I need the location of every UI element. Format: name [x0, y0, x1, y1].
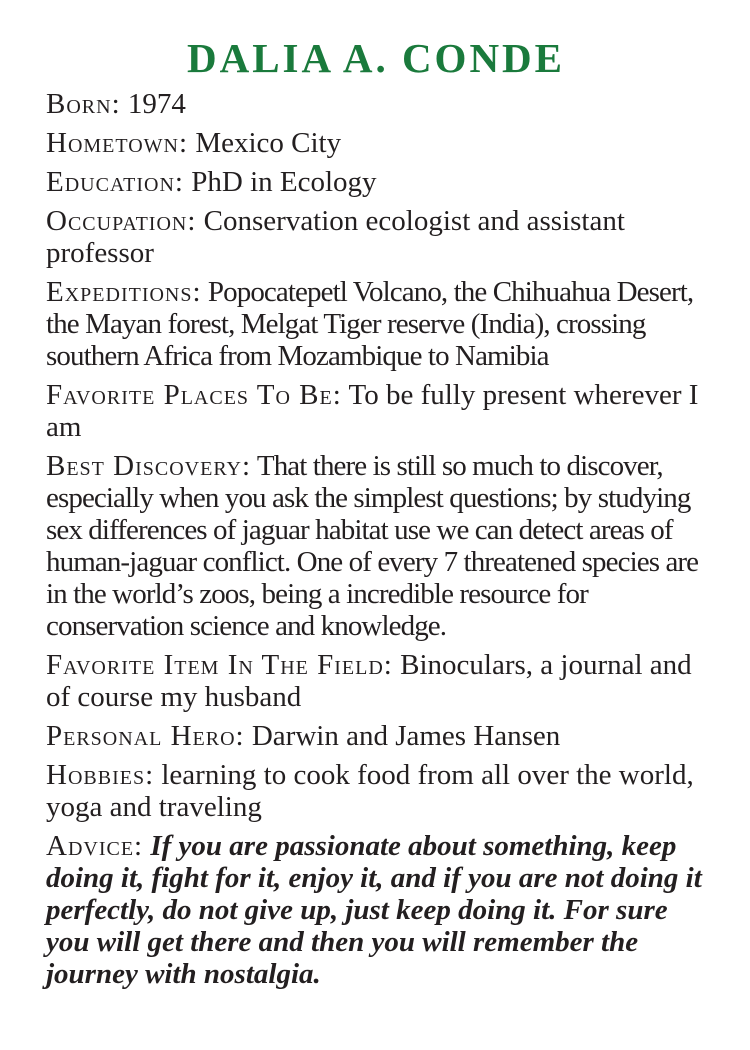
- field-label: Best Discovery:: [46, 450, 252, 482]
- field-label: Hometown:: [46, 127, 189, 159]
- field-value: Darwin and James Hansen: [251, 720, 561, 752]
- field-occupation: [46, 205, 706, 269]
- field-born: [46, 88, 706, 120]
- field-hometown: [46, 127, 706, 159]
- field-value: PhD in Ecology: [191, 166, 377, 198]
- field-value: learning to cook food from all over the world, yoga and traveling: [46, 759, 694, 823]
- field-value: To be fully present wherever I am: [46, 379, 699, 443]
- field-label: Hobbies:: [46, 759, 155, 791]
- field-label: Advice:: [46, 830, 144, 862]
- field-label: Personal Hero:: [46, 720, 245, 752]
- field-value: Binoculars, a journal and of course my husband: [46, 649, 692, 713]
- field-value: 1974: [127, 88, 186, 120]
- field-label: Born:: [46, 88, 121, 120]
- profile-card: [46, 32, 706, 997]
- field-education: [46, 166, 706, 198]
- field-value: That there is still so much to discover, especially when you ask the simplest questions; by studying sex differences of jaguar habitat use we can detect areas of human-jaguar conflict. One of every 7 threatened species are in the world’s zoos, being a incredible resource for conservation science and knowledge.: [46, 450, 699, 642]
- field-best-discovery: [46, 450, 706, 642]
- field-value: Mexico City: [195, 127, 342, 159]
- field-personal-hero: [46, 720, 706, 752]
- field-expeditions: [46, 276, 706, 372]
- field-label: Expeditions:: [46, 276, 202, 308]
- field-label: Occupation:: [46, 205, 197, 237]
- field-label: Education:: [46, 166, 184, 198]
- field-advice: [46, 830, 706, 990]
- field-value: Popocatepetl Volcano, the Chihuahua Desert, the Mayan forest, Melgat Tiger reserve (India), crossing southern Africa from Mozambique to Namibia: [46, 276, 694, 372]
- field-favorite-places: [46, 379, 706, 443]
- field-value: If you are passionate about something, keep doing it, fight for it, enjoy it, and if you are not doing it perfectly, do not give up, just keep doing it. For sure you will get there and then you will remember the journey with nostalgia.: [46, 830, 702, 990]
- field-value: Conservation ecologist and assistant professor: [46, 205, 625, 269]
- field-favorite-item: [46, 649, 706, 713]
- field-label: Favorite Places To Be:: [46, 379, 342, 411]
- field-hobbies: [46, 759, 706, 823]
- profile-title: DALIA A. CONDE: [186, 35, 566, 81]
- field-label: Favorite Item In The Field:: [46, 649, 393, 681]
